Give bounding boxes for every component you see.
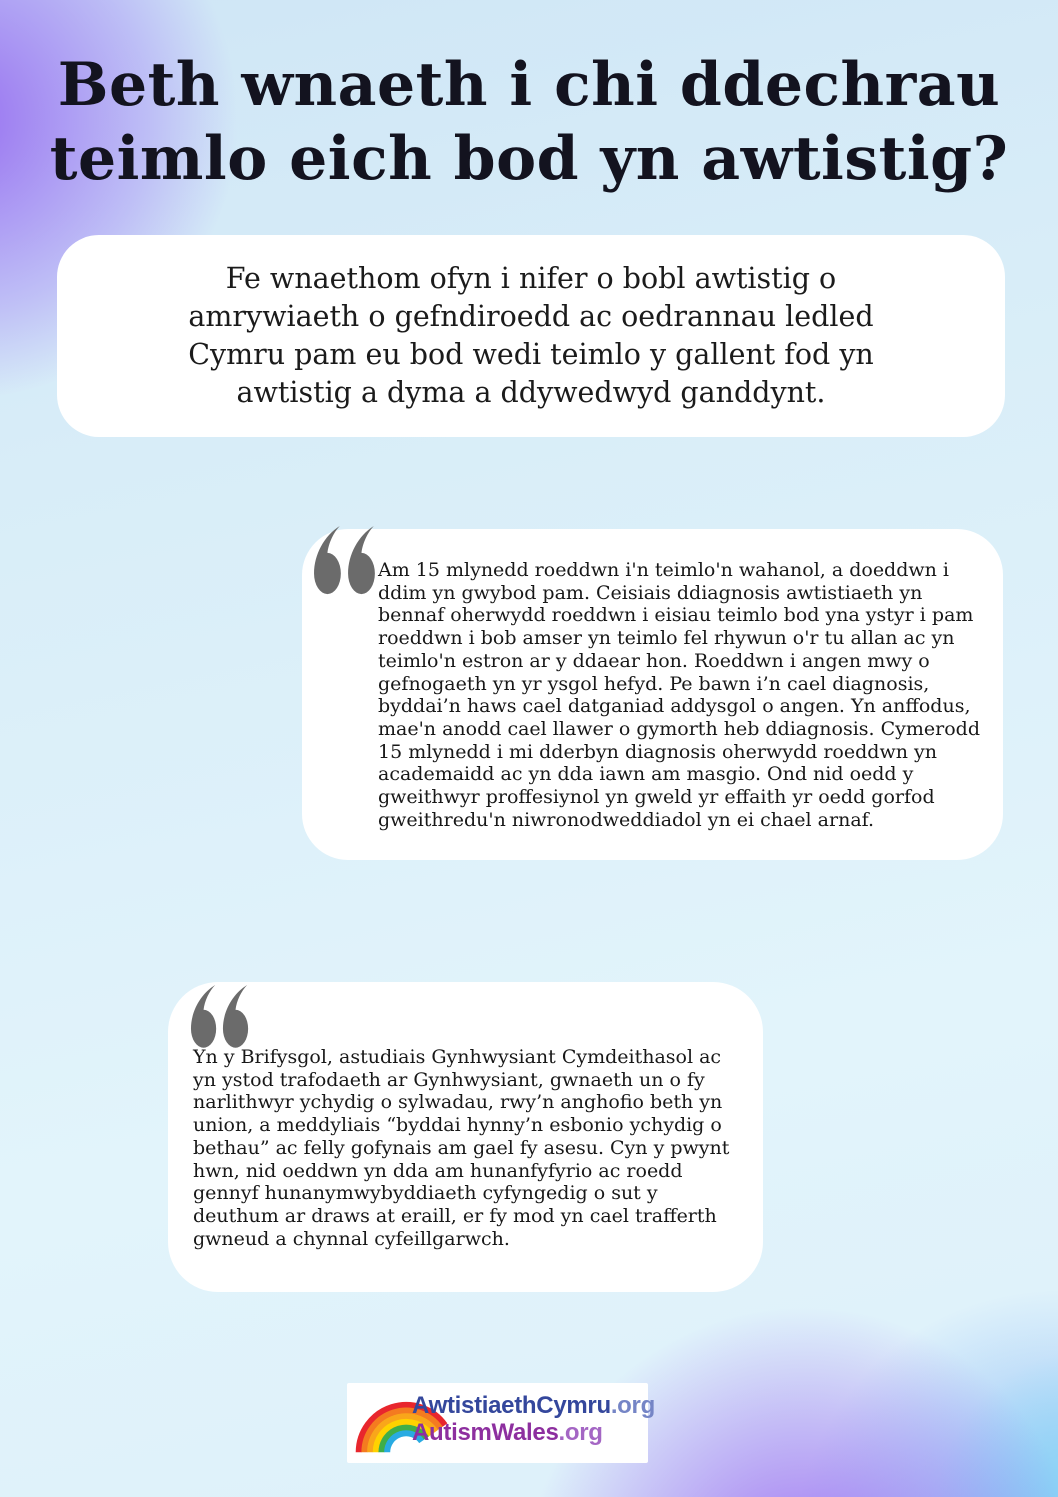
page-title — [0, 48, 1058, 197]
quote-text-2: Yn y Brifysgol, astudiais Gynhwysiant Cymdeithasol ac yn ystod trafodaeth ar Gynhwysiant, gwnaeth un o fy narlithwyr ychydig o sylwadau, rwy’n anghofio beth yn union, a meddyliais “byddai hynny’n esbonio ychydig o bethau” ac felly gofynais am gael fy asesu. Cyn y pwynt hwn, nid oeddwn yn dda am hunanfyfyrio ac roedd gennyf hunanymwybyddiaeth cyfyngedig o sut y deuthum ar draws at eraill, er fy mod yn cael trafferth gwneud a chynnal cyfeillgarwch. — [193, 1046, 730, 1250]
logo-text — [412, 1393, 655, 1446]
logo-awtistiaethcymru-label: AwtistiaethCymru — [412, 1392, 611, 1419]
logo-line2 — [412, 1420, 655, 1447]
logo-org-suffix: .org — [558, 1418, 603, 1446]
open-quote-icon — [190, 985, 252, 1055]
logo-line1 — [412, 1393, 655, 1420]
intro-text: Fe wnaethom ofyn i nifer o bobl awtistig o amrywiaeth o gefndiroedd ac oedrannau ledled Cymru pam eu bod wedi teimlo y gallent fod yn awtistig a dyma a ddywedwyd ganddynt. — [188, 262, 874, 409]
open-quote-icon — [313, 526, 379, 602]
quote-text-1: Am 15 mlynedd roeddwn i'n teimlo'n wahanol, a doeddwn i ddim yn gwybod pam. Ceisiais ddiagnosis awtistiaeth yn bennaf oherwydd roeddwn i eisiau teimlo bod yna ystyr i pam roeddwn i bob amser yn teimlo fel rhywun o'r tu allan ac yn teimlo'n estron ar y ddaear hon. Roeddwn i angen mwy o gefnogaeth yn yr ysgol hefyd. Pe bawn i’n cael diagnosis, byddai’n haws cael datganiad addysgol o angen. Yn anffodus, mae'n anodd cael llawer o gymorth heb ddiagnosis. Cymerodd 15 mlynedd i mi dderbyn diagnosis oherwydd roeddwn yn academaidd ac yn dda iawn am masgio. Ond nid oedd y gweithwyr proffesiynol yn gweld yr effaith yr oedd gorfod gweithredu'n niwronodweddiadol yn ei chael arnaf. — [378, 559, 981, 831]
quote-card-2 — [168, 982, 763, 1292]
page-title-line1: Beth wnaeth i chi ddechrau — [57, 50, 1001, 120]
autism-wales-logo — [347, 1383, 655, 1463]
quote-card-1 — [302, 529, 1003, 860]
intro-card — [57, 235, 1005, 437]
logo-org-suffix: .org — [610, 1392, 655, 1419]
page-title-line2: teimlo eich bod yn awtistig? — [49, 124, 1009, 195]
logo-autismwales-label: AutismWales — [412, 1418, 559, 1446]
